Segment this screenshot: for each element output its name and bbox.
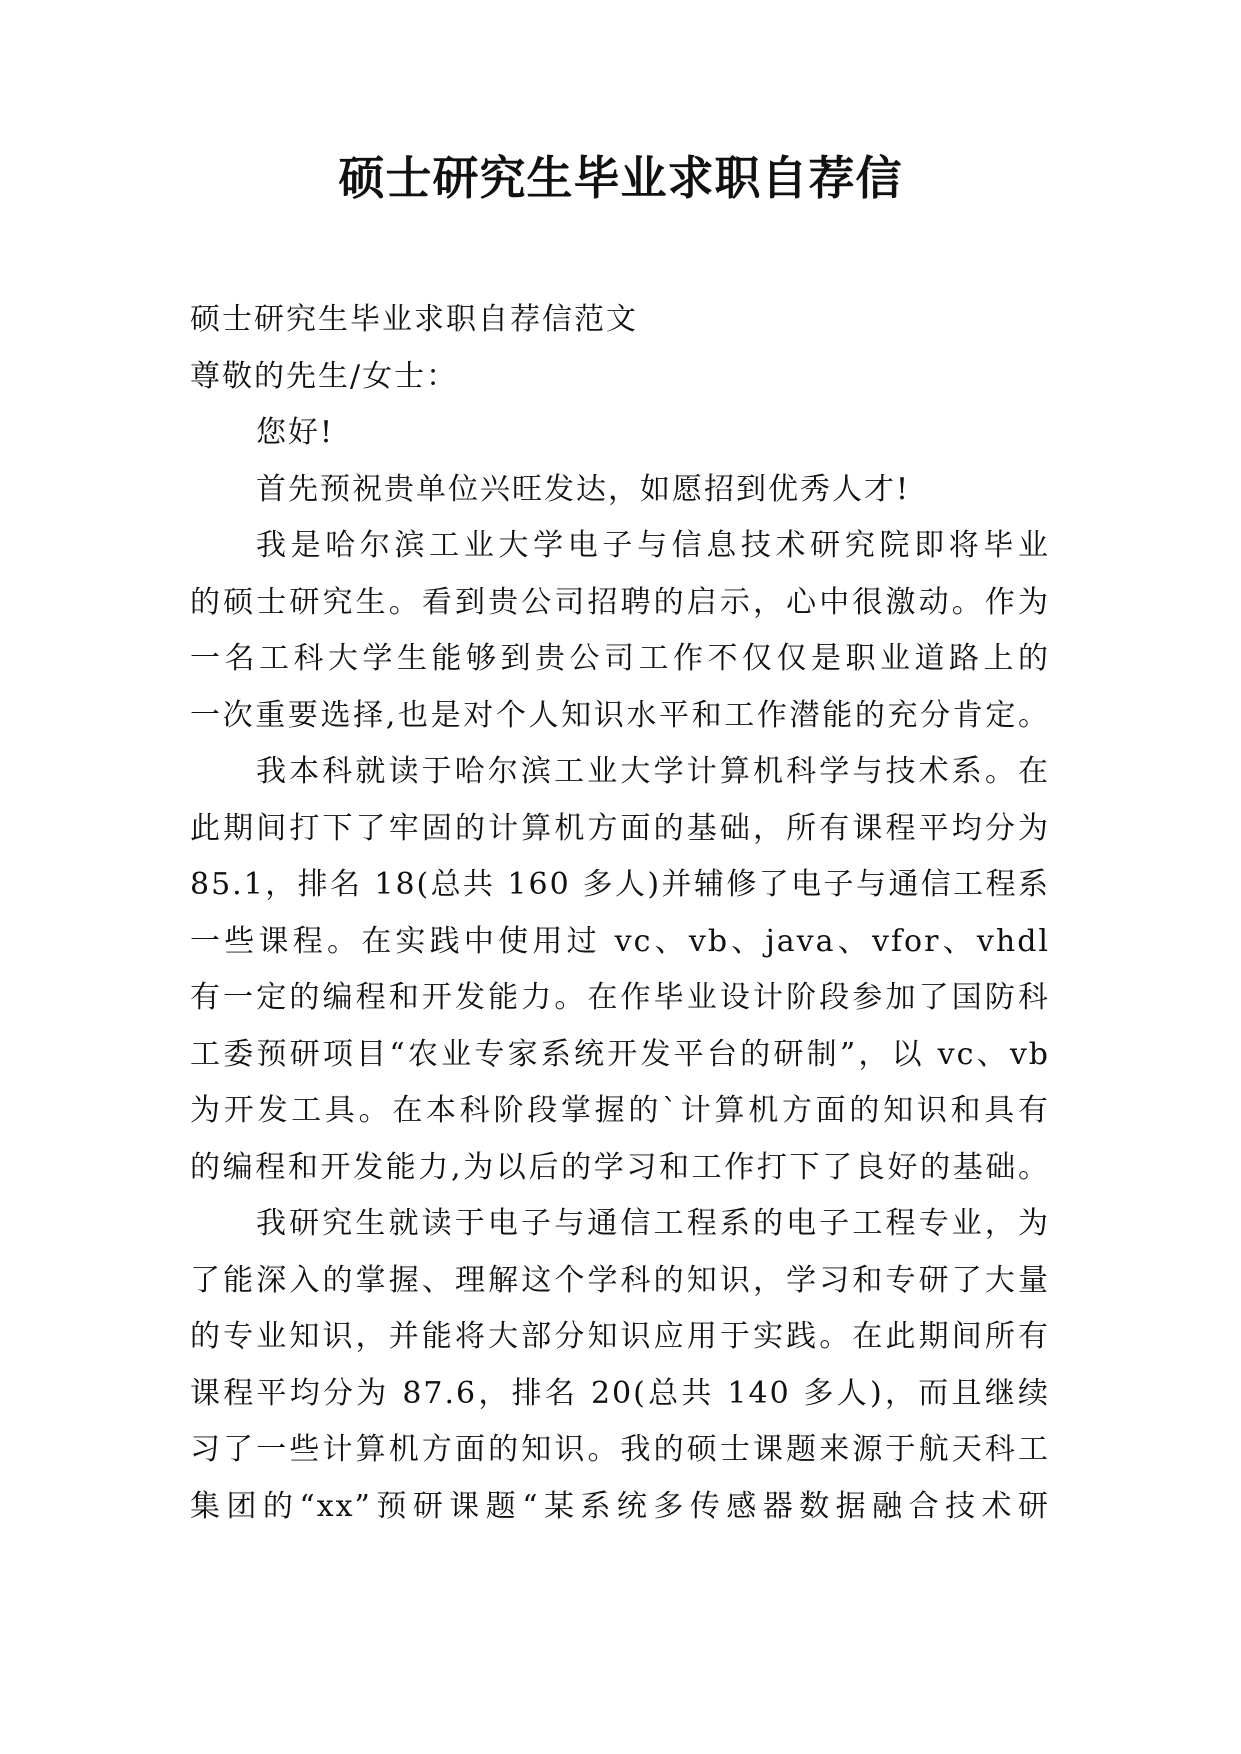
- paragraph-line: 此期间打下了牢固的计算机方面的基础，所有课程平均分为: [190, 810, 1050, 846]
- paragraph-line: 集团的“xx”预研课题“某系统多传感器数据融合技术研: [190, 1488, 1050, 1524]
- paragraph-line: 一次重要选择,也是对个人知识水平和工作潜能的充分肯定。: [190, 697, 1050, 733]
- salutation: 尊敬的先生/女士：: [190, 358, 459, 394]
- paragraph-line: 有一定的编程和开发能力。在作毕业设计阶段参加了国防科: [190, 980, 1050, 1015]
- letter-subtitle: 硕士研究生毕业求职自荐信范文: [190, 302, 638, 337]
- paragraph-line: 一名工科大学生能够到贵公司工作不仅仅是职业道路上的: [190, 641, 1050, 676]
- paragraph-line: 我本科就读于哈尔滨工业大学计算机科学与技术系。在: [256, 754, 1050, 789]
- paragraph-line: 85.1，排名 18(总共 160 多人)并辅修了电子与通信工程系: [190, 867, 1050, 902]
- wish-line: 首先预祝贵单位兴旺发达，如愿招到优秀人才!: [256, 471, 911, 507]
- paragraph-line: 的硕士研究生。看到贵公司招聘的启示，心中很激动。作为: [190, 584, 1050, 620]
- greeting: 您好!: [256, 415, 335, 450]
- document-body: [190, 292, 1050, 1535]
- paragraph-line: 习了一些计算机方面的知识。我的硕士课题来源于航天科工: [190, 1432, 1050, 1467]
- paragraph-line: 我研究生就读于电子与通信工程系的电子工程专业，为: [256, 1206, 1050, 1241]
- paragraph-line: 的编程和开发能力,为以后的学习和工作打下了良好的基础。: [190, 1149, 1050, 1185]
- paragraph-line: 为开发工具。在本科阶段掌握的`计算机方面的知识和具有: [190, 1093, 1050, 1128]
- document-title: 硕士研究生毕业求职自荐信: [338, 151, 903, 205]
- paragraph-line: 一些课程。在实践中使用过 vc、vb、java、vfor、vhdl: [190, 923, 1050, 959]
- paragraph-line: 课程平均分为 87.6，排名 20(总共 140 多人)，而且继续: [190, 1375, 1050, 1411]
- paragraph-line: 工委预研项目“农业专家系统开发平台的研制”，以 vc、vb: [190, 1036, 1050, 1072]
- paragraph-line: 了能深入的掌握、理解这个学科的知识，学习和专研了大量: [190, 1262, 1050, 1298]
- paragraph-line: 的专业知识，并能将大部分知识应用于实践。在此期间所有: [190, 1319, 1050, 1354]
- paragraph-line: 我是哈尔滨工业大学电子与信息技术研究院即将毕业: [256, 528, 1050, 563]
